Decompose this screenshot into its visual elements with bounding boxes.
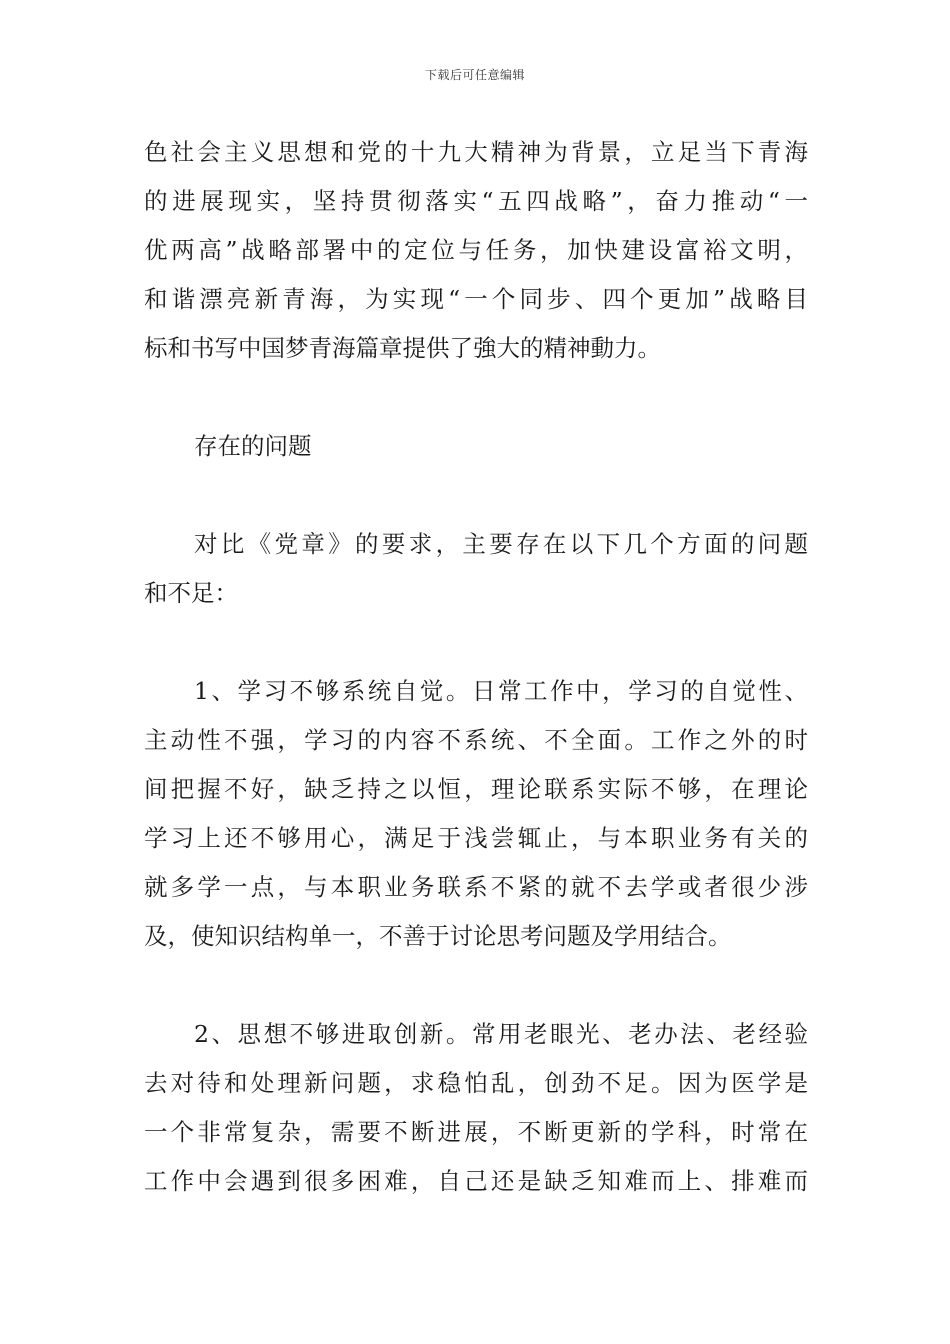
paragraph-gap [144,618,808,667]
text-line: 1、学习不够系统自觉。日常工作中，学习的自觉性、 [194,677,808,705]
paragraph-gap [144,471,808,520]
text-line: 和谐漂亮新青海，为实现“一个同步、四个更加”战略目 [144,285,808,313]
text-line: 的进展现实，坚持贯彻落实“五四战略”，奋力推动“一 [144,187,808,215]
page-header-note: 下载后可任意编辑 [424,68,525,82]
text-line: 工作中会遇到很多困难，自己还是缺乏知难而上、排难而 [144,1167,808,1195]
text-line: 间把握不好，缺乏持之以恒，理论联系实际不够，在理论 [144,775,808,803]
paragraph-gap [144,373,808,422]
text-line: 色社会主义思想和党的十九大精神为背景，立足当下青海 [144,138,808,166]
paragraph-gap [144,961,808,1010]
text-line: 去对待和处理新问题，求稳怕乱，创劲不足。因为医学是 [144,1069,808,1097]
paragraph-item-2 [144,1010,808,1206]
paragraph-intro [144,520,808,618]
text-line: 对比《党章》的要求，主要存在以下几个方面的问题 [194,530,808,558]
text-line: 和不足： [144,579,238,607]
text-line: 就多学一点，与本职业务联系不紧的就不去学或者很少涉 [144,873,808,901]
paragraph-item-1 [144,667,808,961]
text-line: 主动性不强，学习的内容不系统、不全面。工作之外的时 [144,726,808,754]
heading-line: 存在的问题 [194,432,312,460]
paragraph-continuation [144,128,808,373]
text-line: 一个非常复杂，需要不断进展，不断更新的学科，时常在 [144,1118,808,1146]
text-line: 标和书写中国梦青海篇章提供了強大的精神動力。 [144,334,661,362]
text-line: 优两高”战略部署中的定位与任务，加快建设富裕文明， [144,236,808,264]
section-heading [144,422,808,471]
document-body [144,128,808,1206]
text-line: 及，使知识结构单一，不善于讨论思考问题及学用结合。 [144,922,732,950]
text-line: 2、思想不够进取创新。常用老眼光、老办法、老经验 [194,1020,808,1048]
text-line: 学习上还不够用心，满足于浅尝辄止，与本职业务有关的 [144,824,808,852]
